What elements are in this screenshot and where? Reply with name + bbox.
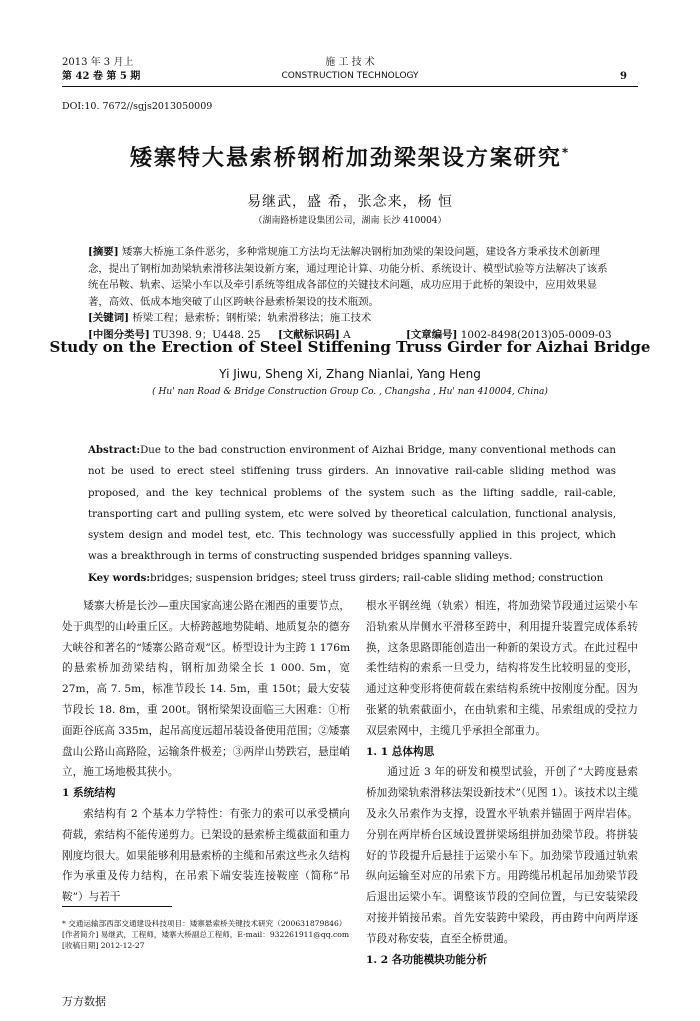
footnote [62, 918, 350, 951]
section-heading-1-2: 1. 2 各功能模块功能分析 [366, 953, 488, 966]
abstract-en [88, 440, 616, 589]
keywords-cn-label: [关键词] [88, 312, 130, 324]
watermark-footer: 万方数据 [62, 995, 106, 1008]
abstract-cn-label: [摘要] [88, 246, 119, 258]
volume-issue: 第 42 卷 第 5 期 [62, 71, 141, 82]
title-footnote-mark: * [561, 145, 571, 160]
doc-code-label: [文献标识码] [278, 328, 340, 341]
journal-name-cn: 施 工 技 术 [325, 57, 375, 68]
title-cn-text: 矮寨特大悬索桥钢桁加劲梁架设方案研究 [129, 146, 562, 171]
rail-cable-paragraph: 根水平钢丝绳（轨索）相连，将加劲梁节段通过运梁小车沿轨索从岸侧水平滑移至跨中，利用提升装置完成体系转换，这条思路即能创造出一种新的架设方式。在此过程中柔性结构的索系一旦受力，结构将发生比较明显的变形，通过这种变形将使荷载在索结构系统中按刚度分配。因为张紧的轨索截面小，在由轨索和主缆、吊索组成的受拉力双层索网中，主缆几乎承担全部重力。 [366, 600, 638, 737]
body-right-column [366, 596, 638, 970]
footnote-rule [62, 906, 172, 907]
authors-cn: 易继武，盛 希，张念来，杨 恒 [247, 194, 453, 210]
article-no-value: 1002-8498(2013)05-0009-03 [460, 328, 612, 341]
clc-value: TU398. 9；U448. 25 [153, 328, 261, 341]
journal-name-en: CONSTRUCTION TECHNOLOGY [281, 71, 419, 81]
abstract-en-text: Due to the bad construction environment of Aizhai Bridge, many conventional methods can not be used to erect steel stiffening truss girders. An innovative rail-cable sliding method was proposed, and the key technical problems of the system such as the lifting saddle, rail-cable, transporting cart and pulling system, etc were solved by theoretical calculation, functional analysis, system design and model test, etc. This technology was successfully applied in this project, which was a breakthrough in terms of constructing suspended bridges spanning valleys. [88, 445, 616, 563]
intro-paragraph: 矮寨大桥是长沙—重庆国家高速公路在湘西的重要节点，处于典型的山岭重丘区。大桥跨越地势陡峭、地质复杂的德夯大峡谷和著名的“矮寨公路奇观”区。桥型设计为主跨 1 176m 的悬索桥加劲梁结构，钢桁加劲梁全长 1 000. 5m，宽 27m，高 7. 5m，标准节段长 14. 5m，重 150t；最大安装节段长 18. 8m，重 200t。钢桁梁架设面临三大困难：①桁面距谷底高 335m，起吊高度远超吊装设备使用范围；②矮寨盘山公路山高路险，运输条件极差；③两岸山势跌宕，悬崖峭立，施工场地极其狭小。 [62, 600, 350, 779]
keywords-en-text: bridges; suspension bridges; steel truss girders; rail-cable sliding method; construction [150, 572, 604, 584]
title-cn [0, 141, 700, 172]
section-heading-1-1: 1. 1 总体构思 [366, 745, 435, 758]
abstract-cn [88, 244, 616, 344]
footnote-author-bio: [作者简介] 易继武，工程师，矮寨大桥副总工程师，E-mail：932261911@qq.com [62, 930, 350, 939]
overall-concept-paragraph: 通过近 3 年的研发和模型试验，开创了“大跨度悬索桥加劲梁轨索滑移法架设新技术”（见图 1）。该技术以主缆及永久吊索作为支撑，设置水平轨索并锚固于两岸岩体。分别在两岸桥台区域设置拼梁场组拼加劲梁节段。将拼装好的节段提升后悬挂于运梁小车下。加劲梁节段通过轨索纵向运输至对应的吊索下方。用跨缆吊机起吊加劲梁节段后退出运梁小车。调整该节段的空间位置，与已安装梁段对接并销接吊索。首先安装跨中梁段，再由跨中向两岸逐节段对称安装，直至全桥贯通。 [366, 766, 638, 945]
affiliation-en: ( Hu' nan Road & Bridge Construction Group Co. , Changsha , Hu' nan 410004, China) [152, 387, 548, 397]
article-no-label: [文章编号] [406, 328, 458, 341]
abstract-cn-text: 矮寨大桥施工条件恶劣，多种常规施工方法均无法解决钢桁加劲梁的架设问题，建设各方秉承技术创新理念，提出了钢桁加劲梁轨索滑移法架设新方案，通过理论计算、功能分析、系统设计、模型试验等方法解决了该系统在吊鞍、轨索、运梁小车以及牵引系统等组成各部位的关键技术问题，成功应用于此桥的架设中，应用效果显著，高效、低成本地突破了山区跨峡谷悬索桥架设的技术瓶颈。 [88, 246, 608, 308]
header-rule [62, 86, 638, 87]
abstract-en-label: Abstract: [88, 444, 141, 456]
footnote-fund: * 交通运输部西部交通建设科技项目：矮寨悬索桥关键技术研究（200631879846） [62, 919, 347, 928]
authors-en: Yi Jiwu, Sheng Xi, Zhang Nianlai, Yang Heng [219, 367, 481, 381]
page-number: 9 [620, 71, 627, 82]
keywords-cn-text: 桥梁工程；悬索桥；钢桁梁；轨索滑移法；施工技术 [132, 312, 372, 324]
keywords-en-label: Key words: [88, 571, 151, 584]
affiliation-cn: （湖南路桥建设集团公司，湖南 长沙 410004） [253, 216, 447, 226]
title-en: Study on the Erection of Steel Stiffening Truss Girder for Aizhai Bridge [49, 338, 651, 356]
clc-label: [中图分类号] [88, 328, 150, 341]
body-left-column [62, 596, 350, 908]
footnote-received-date: [收稿日期] 2012-12-27 [62, 941, 145, 950]
section-heading-1: 1 系统结构 [62, 787, 116, 800]
issue-date: 2013 年 3 月上 [62, 57, 134, 68]
doi: DOI:10. 7672//sgjs2013050009 [62, 101, 213, 112]
doc-code-value: A [343, 328, 351, 341]
cable-structure-paragraph: 索结构有 2 个基本力学特性：有张力的索可以承受横向荷载，索结构不能传递剪力。已架设的悬索桥主缆截面和重力刚度均很大。如果能够利用悬索桥的主缆和吊索这些永久结构作为承重及传力结构，在吊索下端安装连接鞍座（简称“吊鞍”）与若干 [62, 807, 350, 904]
